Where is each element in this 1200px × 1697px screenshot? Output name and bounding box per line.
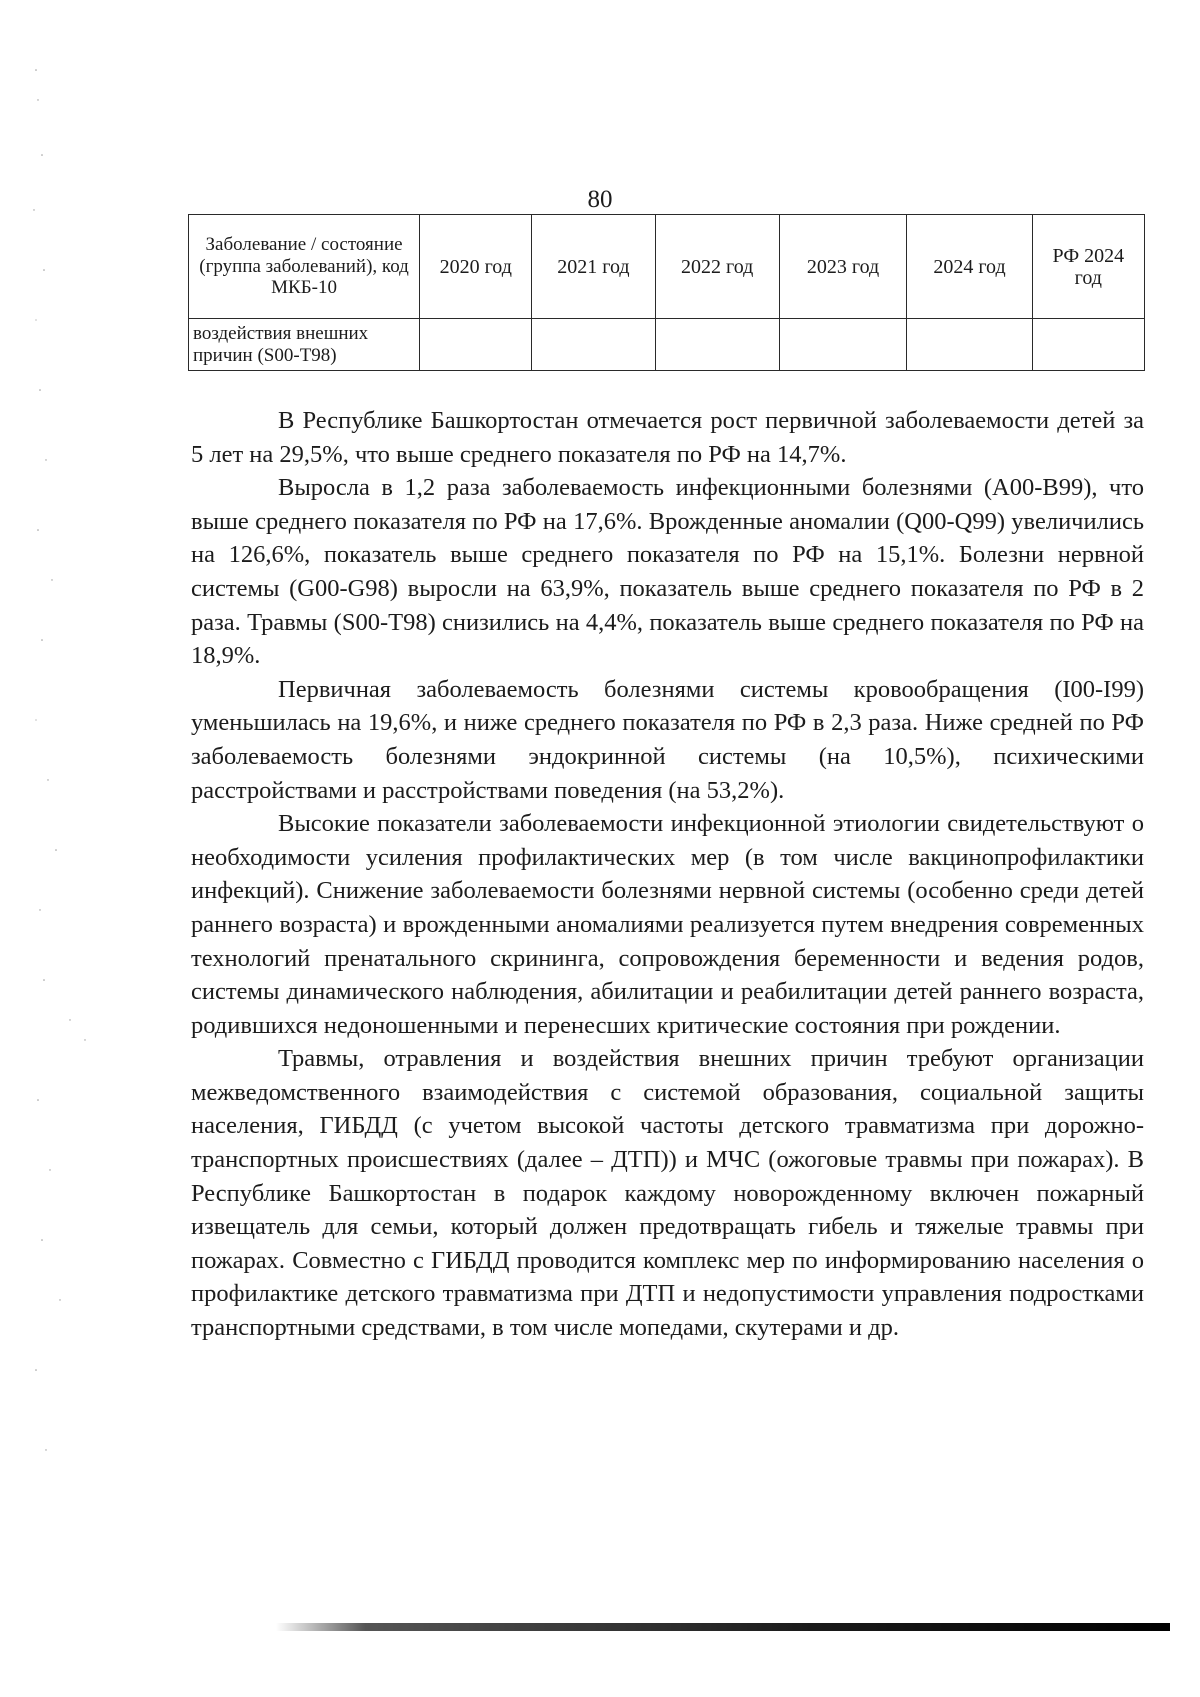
morbidity-table [188,214,1145,371]
header-2020: 2020 год [420,215,532,319]
header-rf-2024: РФ 2024 год [1032,215,1144,319]
header-2023: 2023 год [779,215,907,319]
paragraph-growth-overview: В Республике Башкортостан отмечается рост первичной заболеваемости детей за 5 лет на 29,5%, что выше среднего показателя по РФ на 14,7%. [191,407,1144,468]
cell-2022 [655,319,779,371]
paragraph-injuries: Травмы, отравления и воздействия внешних причин требуют организации межведомственного взаимодействия с системой образования, социальной защиты населения, ГИБДД (с учетом высокой частоты детского травматизма при дорожно-транспортных происшествиях (далее – ДТП)) и МЧС (ожоговые травмы при пожарах). В Республике Башкортостан в подарок каждому новорожденному включен пожарный извещатель для семьи, который должен предотвращать гибель и тяжелые травмы при пожарах. Совместно с ГИБДД проводится комплекс мер по информированию населения о профилактике детского травматизма при ДТП и недопустимости управления подростками транспортными средствами, в том числе мопедами, скутерами и др. [191,1045,1144,1342]
scan-artifact-specks [30,60,120,1500]
paragraph-circulatory: Первичная заболеваемость болезнями системы кровообращения (I00-I99) уменьшилась на 19,6%, и ниже среднего показателя по РФ в 2,3 раза. Ниже средней по РФ заболеваемость болезнями эндокринной системы (на 10,5%), психическими расстройствами и расстройствами поведения (на 53,2%). [191,675,1144,804]
footer-rule [276,1623,1170,1631]
cell-2023 [779,319,907,371]
header-2022: 2022 год [655,215,779,319]
page-number: 80 [587,186,613,213]
row-label: воздействия внешних причин (S00-T98) [189,319,420,371]
header-2021: 2021 год [532,215,655,319]
cell-2020 [420,319,532,371]
header-2024: 2024 год [907,215,1032,319]
cell-2024 [907,319,1032,371]
body-text [191,404,1144,1345]
cell-rf-2024 [1032,319,1144,371]
paragraph-prevention: Высокие показатели заболеваемости инфекционной этиологии свидетельствуют о необходимости усиления профилактических мер (в том числе вакцинопрофилактики инфекций). Снижение заболеваемости болезнями нервной системы (особенно среди детей раннего возраста) и врожденными аномалиями реализуется путем внедрения современных технологий пренатального скрининга, сопровождения беременности и ведения родов, системы динамического наблюдения, абилитации и реабилитации детей раннего возраста, родившихся недоношенными и перенесших критические состояния при рождении. [191,810,1144,1039]
paragraph-infectious-congenital: Выросла в 1,2 раза заболеваемость инфекционными болезнями (A00-B99), что выше среднего показателя по РФ на 17,6%. Врожденные аномалии (Q00-Q99) увеличились на 126,6%, показатель выше среднего показателя по РФ на 15,1%. Болезни нервной системы (G00-G98) выросли на 63,9%, показатель выше среднего показателя по РФ в 2 раза. Травмы (S00-T98) снизились на 4,4%, показатель выше среднего показателя по РФ на 18,9%. [191,474,1144,670]
header-condition: Заболевание / состояние (группа заболеваний), код МКБ-10 [189,215,420,319]
table-header-row [189,215,1145,319]
table-row [189,319,1145,371]
cell-2021 [532,319,655,371]
